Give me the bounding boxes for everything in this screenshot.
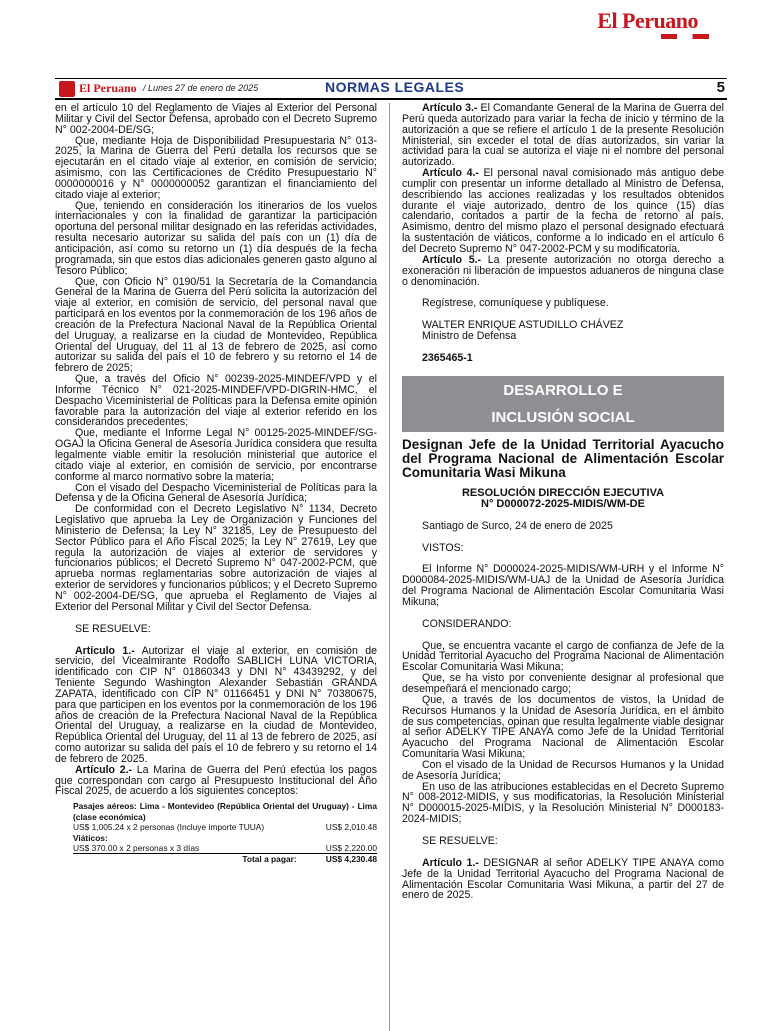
article-text: Autorizar el viaje al exterior, en comisión de servicio, del Vicealmirante Rodolfo SABLICH LUNA VICTORIA, identificado con CIP N° 01860343 y DNI N° 43439292, y del Teniente Segundo Washington Alexander Sebastián GRANDA ZAPATA, identificado con CIP N° 01166451 y DNI N° 70380675, para que participen en los eventos por la conmemoración de los 196 años de creación de la Prefectura Nacional Naval de la República Oriental del Uruguay, a realizarse en la ciudad de Montevideo, República Oriental del Uruguay, del 11 al 13 de febrero de 2025, así como autorizar su salida del país el 10 de febrero y su retorno el 14 de febrero de 2025.: [55, 644, 378, 765]
document-code: 2365465-1: [422, 351, 473, 364]
emblem-icon: [59, 81, 75, 97]
paragraph: Que, se ha visto por conveniente designar al profesional que desempeñará el mencionado cargo;: [402, 672, 724, 695]
cost-amount: US$ 2,010.48: [325, 822, 377, 833]
resolution-number: N° D000072-2025-MIDIS/WM-DE: [481, 497, 645, 510]
article-5: [402, 255, 724, 288]
article-label: Artículo 3.-: [422, 102, 478, 114]
page-number: 5: [716, 79, 725, 96]
costs-title: Pasajes aéreos: Lima - Montevideo (República Oriental del Uruguay) - Lima (clase económica): [73, 801, 377, 822]
paragraph: De conformidad con el Decreto Legislativo N° 1134, Decreto Legislativo que aprueba la Ley de Organización y Funciones del Ministerio de Defensa; la Ley N° 32185, Ley de Presupuesto del Sector Público para el Año Fiscal 2025; la Ley N° 27619, Ley que regula la autorización de viajes al exterior de servidores y funcionarios públicos; el Decreto Supremo N° 047-2002-PCM, que aprueba normas reglamentarias sobre autorización de viajes al exterior de servidores y funcionarios públicos; y el Decreto Supremo N° 002-2004-DE/SG, que aprueba el Reglamento de Viajes al Exterior del Personal Militar y Civil del Sector Defensa.: [55, 503, 377, 613]
header-rule-bottom: [55, 98, 727, 100]
paragraph: Con el visado de la Unidad de Recursos Humanos y la Unidad de Asesoría Jurídica;: [402, 758, 724, 782]
paragraph: Que, con Oficio N° 0190/51 la Secretaría de la Comandancia General de la Marina de Guerra del Perú solicita la autorización del viaje al exterior, en comisión de servicio, del personal naval que participará en los eventos por la conmemoración de los 196 años de creación de la Prefectura Nacional Naval de la República Oriental del Uruguay, a realizarse en la ciudad de Montevideo, República Oriental del Uruguay, del 11 al 13 de febrero de 2025, así como autorizar su salida del país el 10 de febrero y su retorno el 14 de febrero de 2025;: [55, 275, 377, 375]
resolution-heading: RESOLUCIÓN DIRECCIÓN EJECUTIVA: [461, 486, 665, 499]
article-label: Artículo 4.-: [422, 167, 479, 180]
article-4: [402, 168, 724, 255]
header-brand: El Peruano: [79, 81, 137, 95]
paragraph: en el artículo 10 del Reglamento de Viajes al Exterior del Personal Militar y Civil del Sector Defensa, aprobado con el Decreto Supremo N° 002-2004-DE/SG;: [55, 102, 377, 136]
paragraph: Con el visado del Despacho Viceministerial de Políticas para la Defensa y de la Oficina General de Asesoría Jurídica;: [55, 481, 377, 505]
column-divider: [389, 103, 390, 1031]
resolve-heading: SE RESUELVE:: [75, 622, 151, 635]
cost-desc: US$ 370.00 x 2 personas x 3 días: [73, 842, 200, 853]
article-text: El personal naval comisionado más antiguo debe cumplir con presentar un informe detallado al Ministro de Defensa, describiendo las acciones realizadas y los resultados obtenidos durante el viaje autorizado, dentro de los quince (15) días calendario, contados a partir de la fecha de retorno al país. Asimismo, dentro del mismo plazo el personal designado efectuará la sustentación de viáticos, conforme a lo indicado en el artículo 6 del Decreto Supremo N° 047-2002-PCM y su modificatoria.: [402, 167, 724, 255]
flag-stripe: [661, 34, 709, 39]
place-date: Santiago de Surco, 24 de enero de 2025: [422, 519, 613, 532]
article-text: El Comandante General de la Marina de Guerra del Perú queda autorizado para variar la fecha de inicio y término de la autorización a que se refiere el artículo 1 de la presente Resolución Ministerial, sin exceder el total de días autorizados, sin variar la actividad para la cual se autoriza el viaje ni el nombre del personal autorizado.: [402, 102, 725, 169]
cost-desc: US$ 1,005.24 x 2 personas (Incluye importe TUUA): [73, 822, 265, 833]
article-3: [402, 103, 724, 168]
right-column: [402, 103, 724, 901]
total-label: Total a pagar:: [73, 854, 309, 865]
costs-table: [73, 801, 377, 864]
resolution-title: Designan Jefe de la Unidad Territorial Ayacucho del Programa Nacional de Alimentación Escolar Comunitaria Wasi Mikuna: [402, 436, 724, 480]
signer-name: WALTER ENRIQUE ASTUDILLO CHÁVEZ: [422, 319, 624, 332]
paragraph: Que, mediante el Informe Legal N° 00125-2025-MINDEF/SG-OGAJ la Oficina General de Asesoría Jurídica considera que resulta legalmente viable emitir la resolución ministerial que autorice el citado viaje al exterior, en comisión de servicio, por encontrarse conforme al marco normativo sobre la materia;: [55, 427, 377, 483]
masthead-logo-text: El Peruano: [597, 8, 698, 33]
paragraph: Que, teniendo en consideración los itinerarios de los vuelos internacionales y con la finalidad de garantizar la participación oportuna del personal militar designado en las referidas actividades, resulta necesario autorizar su salida del país con un (1) día de anticipación, así como su retorno un (1) día después de la fecha programada, sin que estos días adicionales generen gasto alguno al Tesoro Público;: [55, 199, 377, 277]
article-label: Artículo 1.-: [422, 856, 479, 869]
banner-line: DESARROLLO E: [503, 381, 623, 399]
closing-formula: Regístrese, comuníquese y publíquese.: [422, 297, 609, 310]
paragraph: Que, mediante Hoja de Disponibilidad Presupuestaria N° 013-2025, la Marina de Guerra del Perú detalla los recursos que se ejecutarán en el citado viaje al exterior, en comisión de servicio; asimismo, con las Certificaciones de Crédito Presupuestario N° 0000000016 y N° 0000000052 garantizan el financiamiento del citado viaje al exterior;: [55, 134, 377, 201]
left-column: [55, 103, 377, 865]
paragraph: Que, a través del Oficio N° 00239-2025-MINDEF/VPD y el Informe Técnico N° 021-2025-MINDEF/VPD-DIGRIN-HMC, el Despacho Viceministerial de Políticas para la Defensa emite opinión favorable para la autorización del viaje al exterior referido en los considerandos precedentes;: [55, 373, 377, 429]
paragraph: El Informe N° D000024-2025-MIDIS/WM-URH y el Informe N° D000084-2025-MIDIS/WM-UAJ de la Unidad de Asesoría Jurídica del Programa Nacional de Alimentación Escolar Comunitaria Wasi Mikuna;: [402, 563, 724, 608]
header-date: / Lunes 27 de enero de 2025: [143, 83, 259, 93]
total-amount: US$ 4,230.48: [309, 854, 377, 865]
cost-category: Viáticos:: [73, 832, 108, 843]
paragraph: Que, se encuentra vacante el cargo de confianza de Jefe de la Unidad Territorial Ayacucho del Programa Nacional de Alimentación Escolar Comunitaria Wasi Mikuna;: [402, 639, 724, 674]
banner-line: INCLUSIÓN SOCIAL: [491, 408, 635, 426]
resolve-heading: SE RESUELVE:: [422, 834, 498, 847]
article-label: Artículo 1.-: [75, 644, 135, 657]
article-label: Artículo 2.-: [75, 763, 133, 776]
page-header: [55, 78, 727, 100]
masthead-logo: [597, 8, 698, 34]
article-1: [55, 646, 377, 765]
article-text: DESIGNAR al señor ADELKY TIPE ANAYA como Jefe de la Unidad Territorial Ayacucho del Programa Nacional de Alimentación Escolar Comunitaria Wasi Mikuna, a partir del 27 de enero de 2025.: [402, 856, 724, 902]
article-text: La Marina de Guerra del Perú efectúa los pagos que correspondan con cargo al Presupuesto Institucional del Año Fiscal 2025, de acuerdo a los siguientes conceptos:: [55, 763, 377, 798]
article-text: La presente autorización no otorga derecho a exoneración ni liberación de impuestos aduaneros de ninguna clase o denominación.: [402, 253, 725, 288]
vistos-heading: VISTOS:: [422, 541, 464, 554]
signer-role: Ministro de Defensa: [422, 330, 517, 343]
article-label: Artículo 5.-: [422, 253, 482, 266]
article-1-midis: [402, 858, 724, 901]
paragraph: En uso de las atribuciones establecidas en el Decreto Supremo N° 008-2012-MIDIS, y sus modificatorias, la Resolución Ministerial N° D000015-2025-MIDIS, y la Resolución Ministerial N° D000183-2024-MIDIS;: [402, 780, 724, 826]
article-2: [55, 765, 377, 798]
cost-amount: US$ 2,220.00: [309, 843, 377, 854]
paragraph: Que, a través de los documentos de vistos, la Unidad de Recursos Humanos y la Unidad de Asesoría Jurídica, en el ámbito de sus competencias, opinan que resulta legalmente viable designar al señor ADELKY TIPE ANAYA como Jefe de la Unidad Territorial Ayacucho del Programa Nacional de Alimentación Escolar Comunitaria Wasi Mikuna;: [402, 693, 724, 761]
section-banner: [402, 376, 724, 432]
considerando-heading: CONSIDERANDO:: [422, 617, 512, 630]
section-title: NORMAS LEGALES: [325, 79, 465, 95]
